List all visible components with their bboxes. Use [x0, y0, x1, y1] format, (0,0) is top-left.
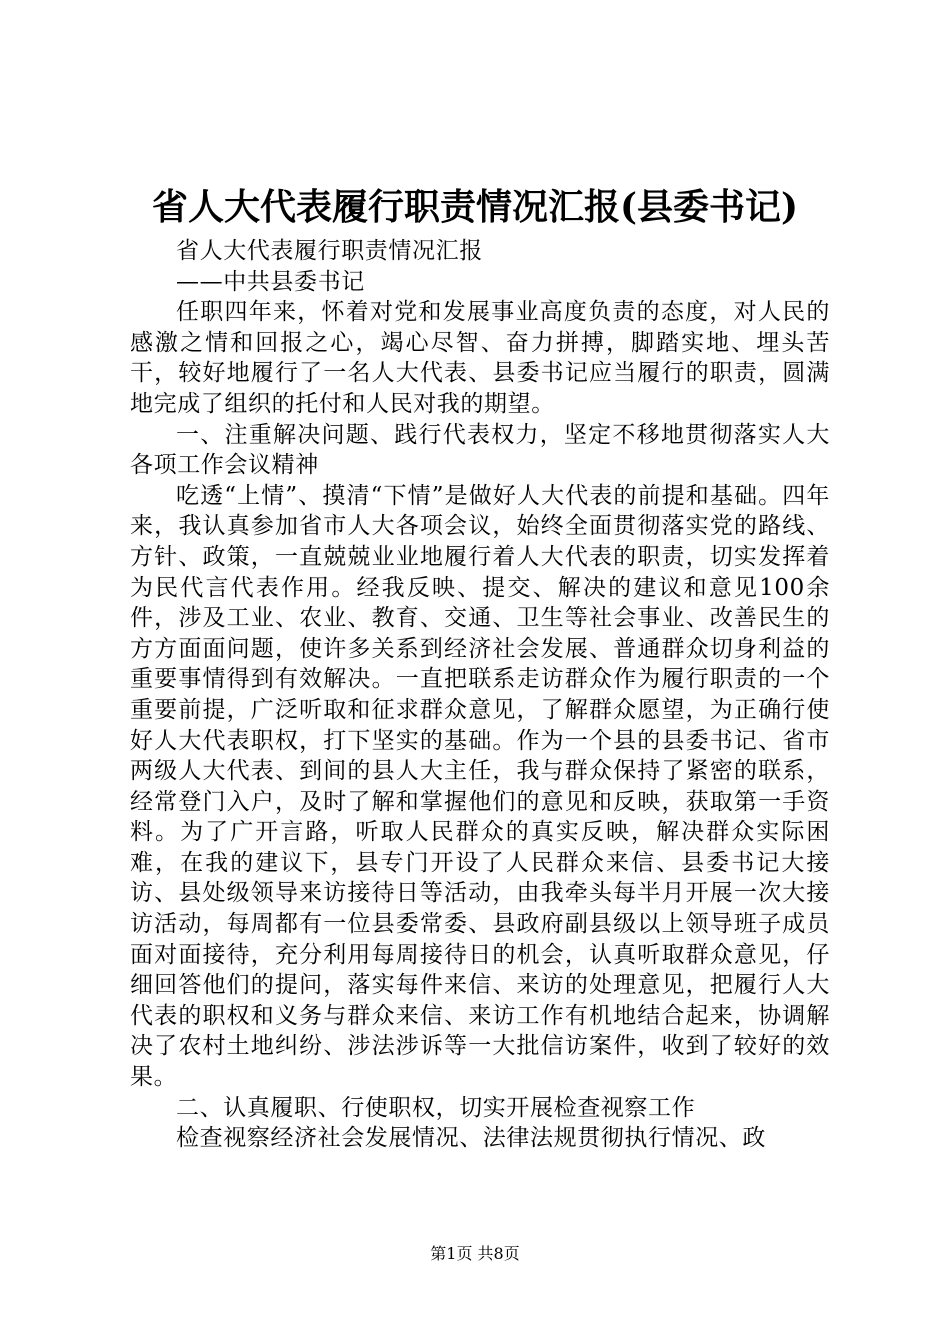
document-title: 省人大代表履行职责情况汇报(县委书记) — [151, 186, 799, 228]
document-body — [130, 236, 830, 1154]
page-number-footer: 第1页 共8页 — [430, 1244, 520, 1263]
body-paragraph: 检查视察经济社会发展情况、法律法规贯彻执行情况、政 — [176, 1125, 766, 1152]
subtitle-line: 省人大代表履行职责情况汇报 — [176, 238, 483, 264]
body-paragraph: 任职四年来，怀着对党和发展事业高度负责的态度，对人民的感激之情和回报之心，竭心尽智、奋力拼搏，脚踏实地、埋头苦干，较好地履行了一名人大代表、县委书记应当履行的职责，圆满地完成了组织的托付和人民对我的期望。 — [130, 299, 830, 417]
body-paragraph: 吃透“上情”、摸清“下情”是做好人大代表的前提和基础。四年来，我认真参加省市人大各项会议，始终全面贯彻落实党的路线、方针、政策，一直兢兢业业地履行着人大代表的职责，切实发挥着为民代言代表作用。经我反映、提交、解决的建议和意见100余件，涉及工业、农业、教育、交通、卫生等社会事业、改善民生的方方面面问题，使许多关系到经济社会发展、普通群众切身利益的重要事情得到有效解决。一直把联系走访群众作为履行职责的一个重要前提，广泛听取和征求群众意见，了解群众愿望，为正确行使好人大代表职权，打下坚实的基础。作为一个县的县委书记、省市两级人大代表、到间的县人大主任，我与群众保持了紧密的联系，经常登门入户，及时了解和掌握他们的意见和反映，获取第一手资料。为了广开言路，听取人民群众的真实反映，解决群众实际困难，在我的建议下，县专门开设了人民群众来信、县委书记大接访、县处级领导来访接待日等活动，由我牵头每半月开展一次大接访活动，每周都有一位县委常委、县政府副县级以上领导班子成员面对面接待，充分利用每周接待日的机会，认真听取群众意见，仔细回答他们的提问，落实每件来信、来访的处理意见，把履行人大代表的职权和义务与群众来信、来访工作有机地结合起来，协调解决了农村土地纠纷、涉法涉诉等一大批信访案件，收到了较好的效果。 — [130, 482, 830, 1091]
section-heading: 二、认真履职、行使职权，切实开展检查视察工作 — [176, 1094, 696, 1121]
author-line: ——中共县委书记 — [176, 268, 365, 295]
section-heading: 一、注重解决问题、践行代表权力，坚定不移地贯彻落实人大各项工作会议精神 — [130, 421, 830, 479]
